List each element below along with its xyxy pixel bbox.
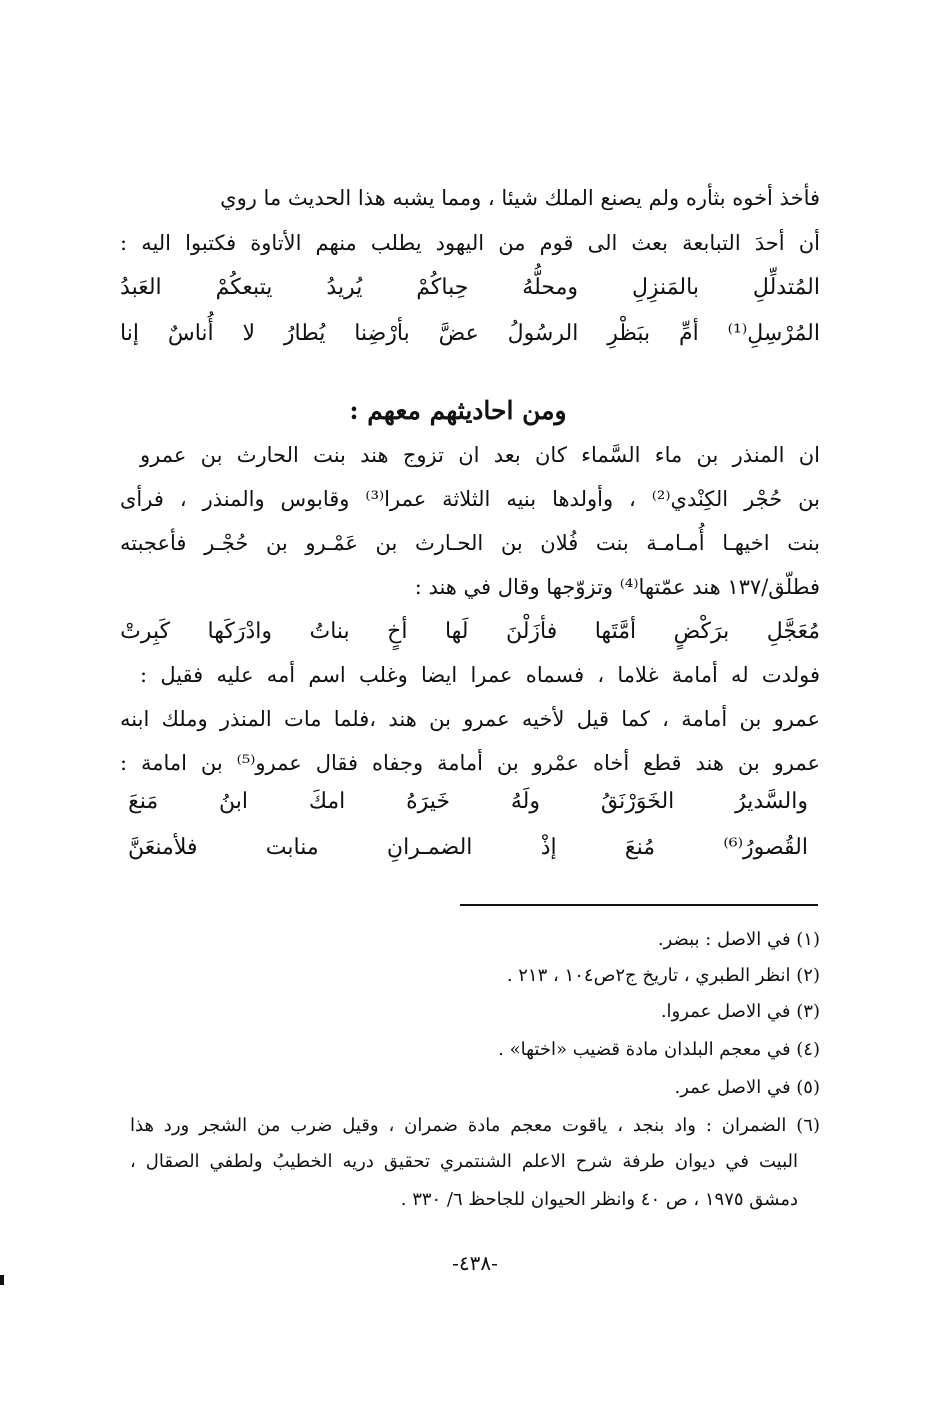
verse-word: ببَظْرِ (607, 321, 651, 346)
verse-word: فلأمنعَنَّ (128, 835, 198, 860)
text-line: فولدت له أمامة غلاما ، فسماه عمرا ايضا وغلب اسم أمه عليه فقيل : (140, 663, 820, 687)
verse-word: بناتُ (309, 619, 350, 644)
verse-hemistich (120, 272, 820, 304)
footnote: (٦) الضمران : واد بنجد ، ياقوت معجم مادة ضمران ، وقيل ضرب من الشجر ورد هذا (130, 1115, 820, 1136)
verse-word: منابت (265, 835, 319, 860)
footnote-continuation: دمشق ١٩٧٥ ، ص ٤٠ وانظر الحيوان للجاحظ ٦/ ٣٣٠ . (400, 1189, 798, 1210)
verse-word: أُناسٌ (167, 321, 214, 346)
verse-word: كَبِرتْ (120, 619, 171, 644)
verse-word: يُطارُ (283, 321, 326, 346)
verse-word: وادْرَكَها (207, 619, 273, 644)
verse-word: المُرْسِلِ⁽¹⁾ (727, 321, 820, 346)
verse-word: الخَوَرْنَقُ (600, 789, 675, 814)
verse-word: بأرْضِنا (354, 321, 410, 346)
verse-word: عضَّ (438, 321, 479, 346)
section-heading: ومن احاديثهم معهم : (349, 396, 567, 425)
verse-word: القُصورُ⁽⁶⁾ (723, 835, 808, 860)
footnote: (٣) في الاصل عمروا. (660, 1001, 820, 1022)
text-line: ان المنذر بن ماء السَّماء كان بعد ان تزوج هند بنت الحارث بن عمرو (140, 443, 820, 467)
verse-word: أخٍ (387, 619, 408, 644)
text-line: فطلّق/١٣٧ هند عمّتها⁽⁴⁾ وتزوّجها وقال في هند : (414, 575, 820, 599)
verse-word: حِباكُمْ (416, 275, 469, 300)
text-line: عمرو بن أمامة ، كما قيل لأخيه عمرو بن هند ،فلما مات المنذر وملك ابنه (120, 707, 820, 731)
verse-hemistich (120, 616, 820, 648)
footnote: (٥) في الاصل عمر. (674, 1077, 820, 1098)
verse-hemistich (128, 832, 808, 864)
verse-word: لَها (444, 619, 469, 644)
verse-hemistich (120, 318, 820, 350)
verse-word: ابنُ (219, 789, 249, 814)
verse-word: مَنعَ (128, 789, 159, 814)
verse-word: بالمَنزِلِ (631, 275, 699, 300)
verse-word: والسَّديرُ (735, 789, 808, 814)
verse-word: الضمـرانِ (386, 835, 473, 860)
verse-word: المُتدلِّلِ (752, 275, 820, 300)
verse-word: مُنعَ (624, 835, 656, 860)
verse-word: فأزَلْنَ (505, 619, 558, 644)
verse-word: أمِّ (679, 321, 699, 346)
text-line: بنت اخيهـا أُمـامـة بنت فُلان بن الحـارث بن عَمْـرو بن حُجْـر فأعجبته (120, 531, 820, 555)
verse-word: برَكْضٍ (673, 619, 730, 644)
verse-word: يتبعكُمْ (215, 275, 273, 300)
verse-word: لا (242, 321, 256, 346)
verse-word: إذْ (540, 835, 557, 860)
verse-word: إنا (120, 321, 139, 346)
text-line: عمرو بن هند قطع أخاه عمْرو بن أمامة وجفاه فقال عمرو⁽⁵⁾ بن امامة : (120, 751, 820, 775)
verse-word: ولَهُ (510, 789, 540, 814)
verse-word: الرسُولُ (507, 321, 579, 346)
footnote: (٤) في معجم البلدان مادة قضيب «اختها» . (498, 1039, 820, 1060)
verse-hemistich (128, 786, 808, 818)
footnote-continuation: البيت في ديوان طرفة شرح الاعلم الشنتمري تحقيق دريه الخطيبُ ولطفي الصقال ، (130, 1151, 798, 1172)
verse-word: العَبدُ (120, 275, 162, 300)
text-line: بن حُجْر الكِنْدي⁽²⁾ ، وأولدها بنيه الثلاثة عمرا⁽³⁾ وقابوس والمنذر ، فرأى (120, 487, 820, 511)
scan-margin-mark (0, 1275, 4, 1285)
footnote: (٢) انظر الطبري ، تاريخ ج٢ص١٠٤ ، ٢١٣ . (506, 965, 820, 986)
footnote-separator (460, 904, 818, 906)
footnote: (١) في الاصل : ببضر. (657, 929, 820, 950)
page-number: -٤٣٨- (452, 1251, 498, 1275)
verse-word: أمَّتَها (594, 619, 637, 644)
verse-word: خَيرَهُ (406, 789, 451, 814)
verse-word: يُريدُ (326, 275, 363, 300)
text-line: فأخذ أخوه بثأره ولم يصنع الملك شيئا ، ومما يشبه هذا الحديث ما روي (220, 186, 820, 210)
verse-word: ومحلُّهُ (522, 275, 578, 300)
verse-word: امكَ (308, 789, 346, 814)
text-line: أن أحدَ التبابعة بعث الى قوم من اليهود يطلب منهم الأتاوة فكتبوا اليه : (120, 231, 820, 255)
verse-word: مُعَجَّلِ (766, 619, 820, 644)
